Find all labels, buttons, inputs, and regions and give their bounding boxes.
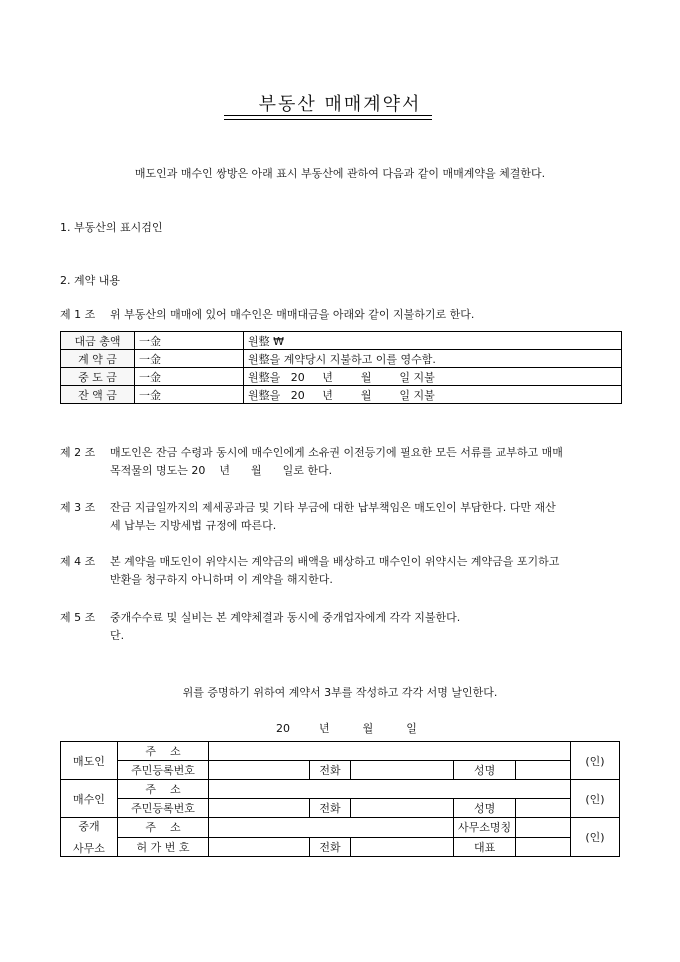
table-row (61, 350, 622, 368)
article-1 (60, 306, 624, 324)
article-4-continued: 반환을 청구하지 아니하며 이 계약을 해지한다. (110, 573, 333, 586)
payment-amount: 一金 (135, 332, 244, 350)
table-row (61, 761, 620, 780)
payment-table (60, 331, 622, 404)
buyer-address-field[interactable] (209, 780, 571, 799)
payment-note: 원整을 20 년 월 일 지불 (244, 386, 622, 404)
date-year: 20 (276, 722, 290, 735)
table-row (61, 780, 620, 799)
agent-address-label: 주 소 (118, 818, 209, 838)
seller-seal: (인) (571, 742, 620, 780)
intro-text: 매도인과 매수인 쌍방은 아래 표시 부동산에 관하여 다음과 같이 매매계약을 체결한다. (134, 167, 546, 180)
date-year-label: 년 (319, 722, 330, 735)
article-2-continued: 목적물의 명도는 20 년 월 일로 한다. (110, 464, 333, 477)
payment-amount: 一金 (135, 368, 244, 386)
article-2 (60, 444, 624, 480)
closing-statement: 위를 증명하기 위하여 계약서 3부를 작성하고 각각 서명 날인한다. (182, 686, 498, 699)
table-row (61, 837, 620, 857)
article-2-label: 제 2 조 (60, 446, 96, 459)
seller-address-field[interactable] (209, 742, 571, 761)
article-5-continued: 단. (110, 629, 125, 642)
article-4 (60, 553, 624, 589)
seller-resident-no-label: 주민등록번호 (118, 761, 209, 780)
table-row (61, 799, 620, 818)
seller-label: 매도인 (61, 742, 118, 780)
agent-license-no-field[interactable] (209, 837, 310, 857)
seller-resident-no-field[interactable] (209, 761, 310, 780)
payment-note: 원整을 계약당시 지불하고 이를 영수함. (244, 350, 622, 368)
signature-table (60, 741, 620, 857)
agent-office-label (61, 818, 118, 857)
contract-date (276, 720, 417, 736)
date-day-label: 일 (406, 722, 417, 735)
article-1-label: 제 1 조 (60, 308, 96, 321)
payment-label: 잔 액 금 (61, 386, 135, 404)
agent-label-line2: 사무소 (73, 842, 105, 855)
article-3 (60, 499, 624, 535)
article-5-label: 제 5 조 (60, 611, 96, 624)
table-row (61, 742, 620, 761)
payment-amount: 一金 (135, 350, 244, 368)
agent-license-no-label: 허 가 번 호 (118, 837, 209, 857)
agent-address-field[interactable] (209, 818, 454, 838)
payment-amount: 一金 (135, 386, 244, 404)
table-row (61, 368, 622, 386)
table-row (61, 332, 622, 350)
buyer-name-label: 성명 (454, 799, 516, 818)
table-row (61, 386, 622, 404)
article-1-text: 위 부동산의 매매에 있어 매수인은 매매대금을 아래와 같이 지불하기로 한다. (110, 308, 475, 321)
date-month-label: 월 (362, 722, 374, 735)
seller-phone-label: 전화 (310, 761, 351, 780)
agent-label-line1: 중개 (78, 820, 100, 833)
article-5 (60, 609, 624, 645)
buyer-seal: (인) (571, 780, 620, 818)
payment-label: 대금 총액 (61, 332, 135, 350)
agent-office-name-label: 사무소명칭 (454, 818, 516, 838)
title-underline-1 (224, 115, 432, 116)
agent-representative-field[interactable] (516, 837, 571, 857)
payment-label: 계 약 금 (61, 350, 135, 368)
section-contract-content: 2. 계약 내용 (60, 274, 120, 287)
agent-seal: (인) (571, 818, 620, 857)
article-2-text: 매도인은 잔금 수령과 동시에 매수인에게 소유권 이전등기에 필요한 모든 서류를 교부하고 매매 (110, 446, 563, 459)
table-row (61, 818, 620, 838)
buyer-resident-no-label: 주민등록번호 (118, 799, 209, 818)
article-3-text: 잔금 지급일까지의 제세공과금 및 기타 부금에 대한 납부책임은 매도인이 부담한다. 다만 재산 (110, 501, 556, 514)
agent-office-name-field[interactable] (516, 818, 571, 838)
seller-name-field[interactable] (516, 761, 571, 780)
buyer-name-field[interactable] (516, 799, 571, 818)
article-3-label: 제 3 조 (60, 501, 96, 514)
payment-note: 원整을 20 년 월 일 지불 (244, 368, 622, 386)
article-5-text: 중개수수료 및 실비는 본 계약체결과 동시에 중개업자에게 각각 지불한다. (110, 611, 461, 624)
buyer-label: 매수인 (61, 780, 118, 818)
agent-phone-label: 전화 (310, 837, 351, 857)
agent-representative-label: 대표 (454, 837, 516, 857)
payment-note: 원整 ₩ (244, 332, 622, 350)
buyer-address-label: 주 소 (118, 780, 209, 799)
agent-phone-field[interactable] (351, 837, 454, 857)
seller-name-label: 성명 (454, 761, 516, 780)
payment-label: 중 도 금 (61, 368, 135, 386)
seller-phone-field[interactable] (351, 761, 454, 780)
document-title: 부동산 매매계약서 (258, 94, 422, 115)
seller-address-label: 주 소 (118, 742, 209, 761)
buyer-phone-field[interactable] (351, 799, 454, 818)
article-4-text: 본 계약을 매도인이 위약시는 계약금의 배액을 배상하고 매수인이 위약시는 계약금을 포기하고 (110, 555, 560, 568)
article-3-continued: 세 납부는 지방세법 규정에 따른다. (110, 519, 277, 532)
buyer-resident-no-field[interactable] (209, 799, 310, 818)
buyer-phone-label: 전화 (310, 799, 351, 818)
section-property-description: 1. 부동산의 표시검인 (60, 221, 163, 234)
title-underline-2 (224, 119, 432, 120)
article-4-label: 제 4 조 (60, 555, 96, 568)
